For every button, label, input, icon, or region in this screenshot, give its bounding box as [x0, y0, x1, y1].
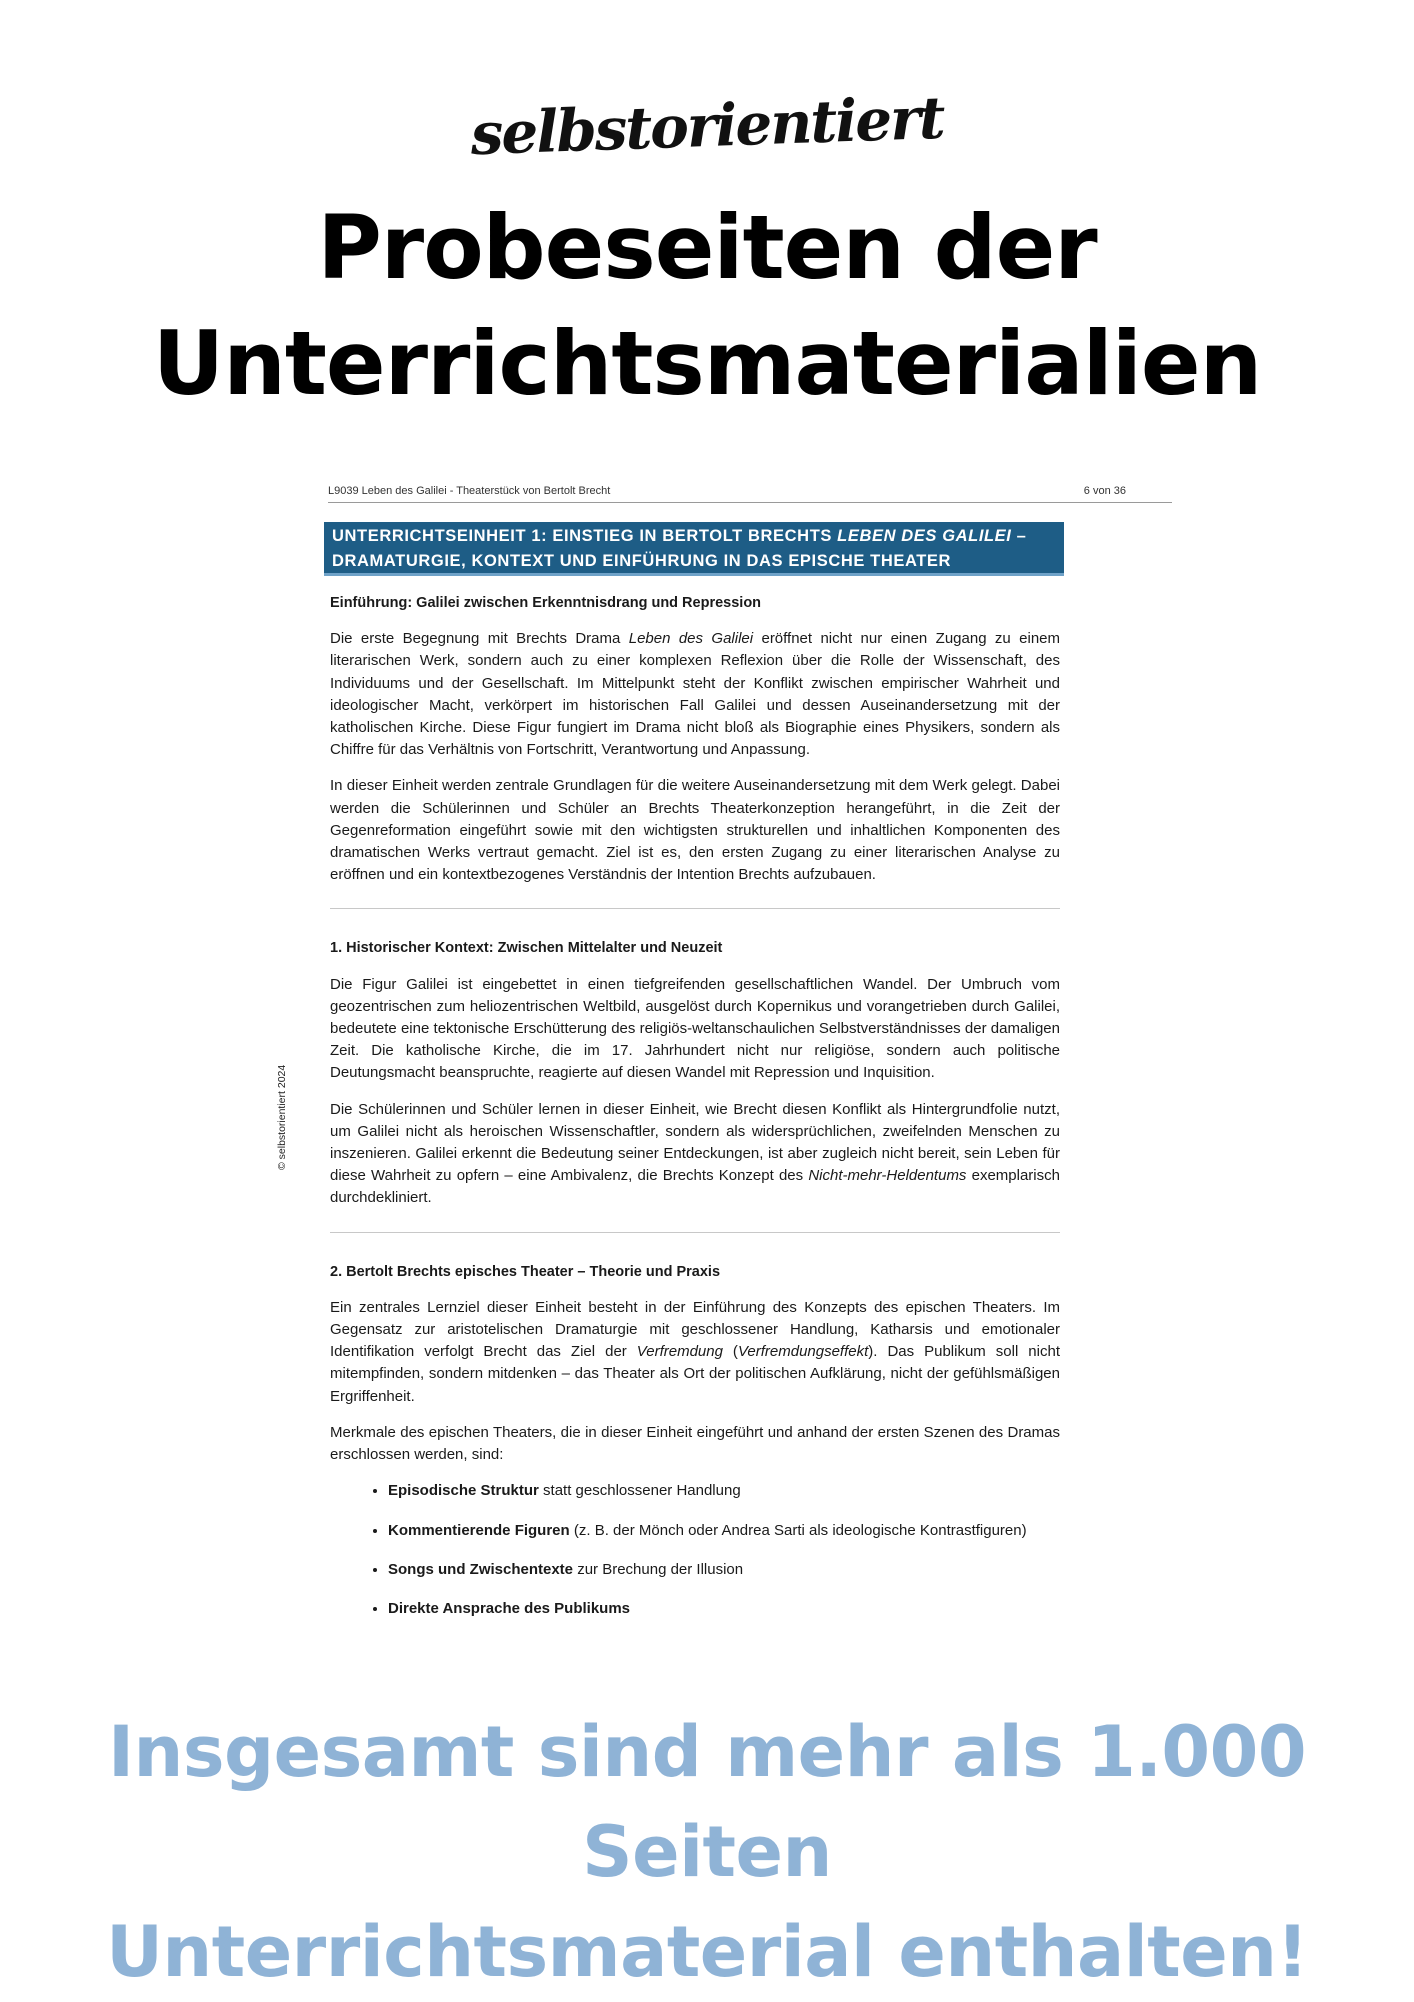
document-preview: [324, 482, 1172, 1700]
section-1-paragraph-2: Die Schülerinnen und Schüler lernen in dieser Einheit, wie Brecht diesen Konflikt als Hintergrundfolie nutzt, um Galilei nicht als heroischen Wissenschaftler, sondern als widersprüchlichen, zweifelnden Menschen zu inszenieren. Galilei erkennt die Bedeutung seiner Entdeckungen, ist aber zugleich nicht bereit, sein Leben für diese Wahrheit zu opfern – eine Ambivalenz, die Brechts Konzept des Nicht-mehr-Heldentums exemplarisch durchdekliniert.: [330, 1100, 1060, 1207]
document-title: L9039 Leben des Galilei - Theaterstück von Bertolt Brecht: [328, 485, 611, 497]
banner-line-2: DRAMATURGIE, KONTEXT UND EINFÜHRUNG IN DAS EPISCHE THEATER: [332, 552, 952, 570]
headline-line-1: Probeseiten der: [317, 196, 1097, 299]
footer-line-2: Unterrichtsmaterial enthalten!: [106, 1911, 1308, 1993]
list-item: • Direkte Ansprache des Publikums: [388, 1598, 1060, 1620]
intro-paragraph-1: Die erste Begegnung mit Brechts Drama Leben des Galilei eröffnet nicht nur einen Zugang zu einem literarischen Werk, sondern auch zu einer komplexen Reflexion über die Rolle der Wissenschaft, des Individuums und der Gesellschaft. Im Mittelpunkt steht der Konflikt zwischen empirischer Wahrheit und ideologischer Macht, verkörpert im historischen Fall Galilei und dessen Auseinandersetzung mit der katholischen Kirche. Diese Figur fungiert im Drama nicht bloß als Biographie eines Physikers, sondern als Chiffre für das Verhältnis von Fortschritt, Verantwortung und Anpassung.: [330, 630, 1060, 759]
section-1-paragraph-1: Die Figur Galilei ist eingebettet in einen tiefgreifenden gesellschaftlichen Wandel. Der Umbruch vom geozentrischen zum heliozentrischen Weltbild, ausgelöst durch Kopernikus und vorangetrieben durch Galilei, bedeutete eine tektonische Erschütterung des religiös-weltanschaulichen Selbstverständnisses der damaligen Zeit. Die katholische Kirche, die im 17. Jahrhundert nicht nur religiöse, sondern auch politische Deutungsmacht beanspruchte, reagierte auf diesen Wandel mit Repression und Inquisition.: [330, 975, 1060, 1082]
intro-paragraph-2: In dieser Einheit werden zentrale Grundlagen für die weitere Auseinandersetzung mit dem Werk gelegt. Dabei werden die Schülerinnen und Schüler an Brechts Theaterkonzeption herangeführt, in die Zeit der Gegenreformation eingeführt sowie mit den wichtigsten strukturellen und inhaltlichen Komponenten des dramatischen Werks vertraut gemacht. Ziel ist es, den ersten Zugang zu einer literarischen Analyse zu eröffnen und ein kontextbezogenes Verständnis der Intention Brechts aufzubauen.: [330, 777, 1060, 884]
page-headline: [0, 190, 1414, 422]
footer-line-1: Insgesamt sind mehr als 1.000 Seiten: [107, 1711, 1307, 1893]
section-2-heading: 2. Bertolt Brechts episches Theater – Theorie und Praxis: [330, 1263, 721, 1280]
document-body: [330, 592, 1060, 1637]
list-item: • Kommentierende Figuren (z. B. der Mönch oder Andrea Sarti als ideologische Kontrastfiguren): [388, 1520, 1060, 1542]
list-item: • Songs und Zwischentexte zur Brechung der Illusion: [388, 1559, 1060, 1581]
document-header: [328, 482, 1172, 503]
section-divider: [330, 908, 1060, 909]
list-item: • Episodische Struktur statt geschlossener Handlung: [388, 1480, 1060, 1502]
feature-list: [330, 1480, 1060, 1620]
section-divider: [330, 1232, 1060, 1233]
section-2-paragraph-2: Merkmale des epischen Theaters, die in dieser Einheit eingeführt und anhand der ersten Szenen des Dramas erschlossen werden, sind:: [330, 1423, 1060, 1464]
copyright-note: © selbstorientiert 2024: [276, 1064, 288, 1170]
banner-line-1: UNTERRICHTSEINHEIT 1: EINSTIEG IN BERTOLT BRECHTS LEBEN DES GALILEI –: [332, 527, 1027, 545]
intro-heading: Einführung: Galilei zwischen Erkenntnisdrang und Repression: [330, 595, 762, 611]
section-1-heading: 1. Historischer Kontext: Zwischen Mittelalter und Neuzeit: [330, 940, 723, 957]
footer-claim: [0, 1702, 1414, 2002]
headline-line-2: Unterrichtsmaterialien: [152, 312, 1262, 415]
unit-banner: [324, 522, 1064, 576]
brand-logo: selbstorientiert: [469, 83, 945, 169]
page-indicator: 6 von 36: [1083, 485, 1126, 497]
section-2-paragraph-1: Ein zentrales Lernziel dieser Einheit besteht in der Einführung des Konzepts des epischen Theaters. Im Gegensatz zur aristotelischen Dramaturgie mit geschlossener Handlung, Katharsis und emotionaler Identifikation verfolgt Brecht das Ziel der Verfremdung (Verfremdungseffekt). Das Publikum soll nicht mitempfinden, sondern mitdenken – das Theater als Ort der politischen Aufklärung, nicht der gefühlsmäßigen Ergriffenheit.: [330, 1298, 1060, 1405]
